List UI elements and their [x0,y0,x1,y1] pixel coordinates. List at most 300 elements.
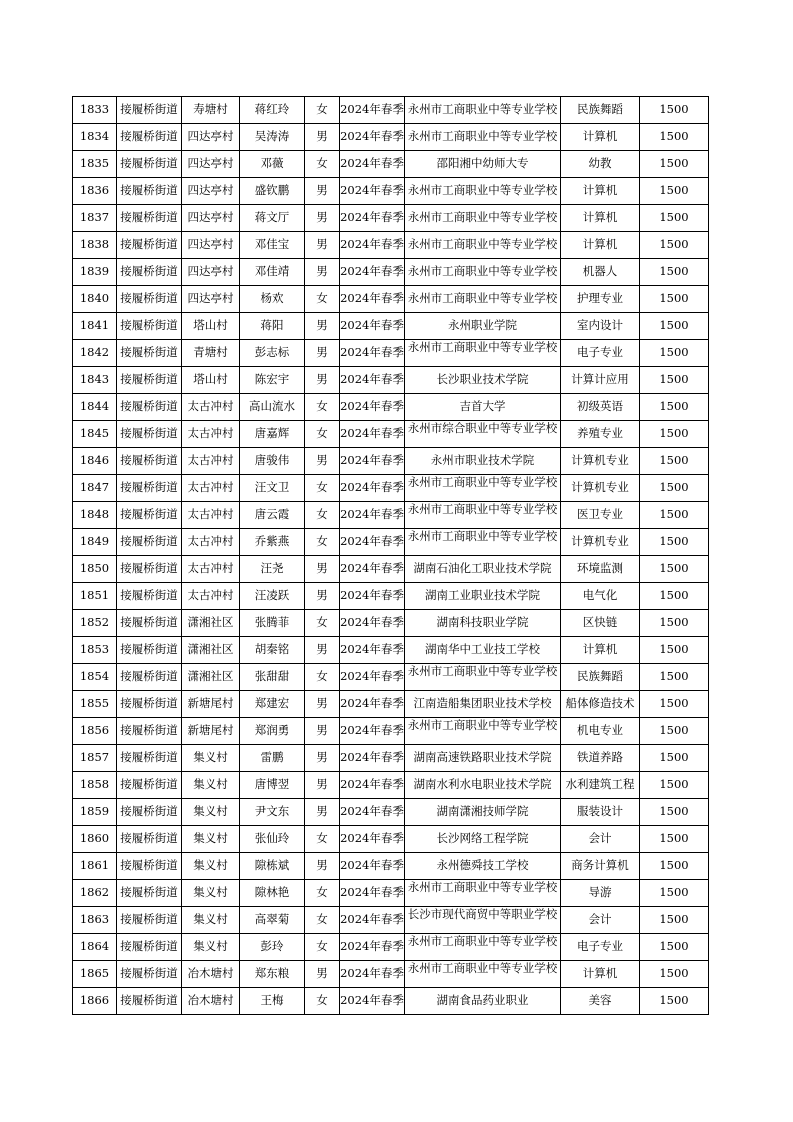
row-number-cell: 1852 [73,610,117,637]
table-row [73,502,709,529]
school-cell: 永州市工商职业中等专业学校 [405,340,561,367]
school-cell: 湖南高速铁路职业技术学院 [405,745,561,772]
table-row [73,232,709,259]
school-cell: 湖南工业职业技术学院 [405,583,561,610]
street-cell: 接履桥街道 [117,394,182,421]
gender-cell: 男 [305,637,340,664]
gender-cell: 男 [305,691,340,718]
village-cell: 冶木塘村 [182,988,240,1015]
amount-cell: 1500 [640,826,709,853]
street-cell: 接履桥街道 [117,988,182,1015]
table-row [73,988,709,1015]
school-cell: 永州市工商职业中等专业学校 [405,205,561,232]
street-cell: 接履桥街道 [117,610,182,637]
major-cell: 服装设计 [561,799,640,826]
row-number-cell: 1853 [73,637,117,664]
amount-cell: 1500 [640,691,709,718]
major-cell: 民族舞蹈 [561,664,640,691]
amount-cell: 1500 [640,637,709,664]
gender-cell: 男 [305,448,340,475]
street-cell: 接履桥街道 [117,259,182,286]
village-cell: 四达亭村 [182,205,240,232]
row-number-cell: 1862 [73,880,117,907]
table-row [73,205,709,232]
major-cell: 护理专业 [561,286,640,313]
name-cell: 张甜甜 [240,664,305,691]
major-cell: 计算计应用 [561,367,640,394]
gender-cell: 男 [305,340,340,367]
street-cell: 接履桥街道 [117,502,182,529]
amount-cell: 1500 [640,205,709,232]
school-cell: 永州市工商职业中等专业学校 [405,664,561,691]
village-cell: 塔山村 [182,367,240,394]
row-number-cell: 1854 [73,664,117,691]
major-cell: 会计 [561,826,640,853]
major-cell: 计算机 [561,232,640,259]
street-cell: 接履桥街道 [117,664,182,691]
term-cell: 2024年春季 [340,772,405,799]
school-cell: 永州市工商职业中等专业学校 [405,259,561,286]
school-cell: 永州市综合职业中等专业学校 [405,421,561,448]
gender-cell: 女 [305,664,340,691]
amount-cell: 1500 [640,151,709,178]
table-row [73,583,709,610]
table-row [73,880,709,907]
name-cell: 高翠菊 [240,907,305,934]
term-cell: 2024年春季 [340,313,405,340]
amount-cell: 1500 [640,907,709,934]
table-row [73,124,709,151]
gender-cell: 男 [305,367,340,394]
street-cell: 接履桥街道 [117,97,182,124]
name-cell: 雷鹏 [240,745,305,772]
term-cell: 2024年春季 [340,367,405,394]
village-cell: 太古冲村 [182,394,240,421]
term-cell: 2024年春季 [340,340,405,367]
major-cell: 计算机专业 [561,475,640,502]
street-cell: 接履桥街道 [117,691,182,718]
gender-cell: 女 [305,286,340,313]
table-row [73,448,709,475]
village-cell: 集义村 [182,880,240,907]
major-cell: 医卫专业 [561,502,640,529]
table-row [73,745,709,772]
street-cell: 接履桥街道 [117,637,182,664]
row-number-cell: 1843 [73,367,117,394]
row-number-cell: 1865 [73,961,117,988]
name-cell: 郑润勇 [240,718,305,745]
amount-cell: 1500 [640,97,709,124]
term-cell: 2024年春季 [340,961,405,988]
term-cell: 2024年春季 [340,205,405,232]
amount-cell: 1500 [640,340,709,367]
gender-cell: 女 [305,502,340,529]
school-cell: 湖南食品药业职业 [405,988,561,1015]
table-row [73,610,709,637]
village-cell: 新塘尾村 [182,718,240,745]
name-cell: 胡秦铭 [240,637,305,664]
gender-cell: 女 [305,880,340,907]
name-cell: 杨欢 [240,286,305,313]
gender-cell: 女 [305,151,340,178]
row-number-cell: 1837 [73,205,117,232]
term-cell: 2024年春季 [340,745,405,772]
table-row [73,718,709,745]
amount-cell: 1500 [640,556,709,583]
term-cell: 2024年春季 [340,448,405,475]
name-cell: 隙林艳 [240,880,305,907]
school-cell: 永州市工商职业中等专业学校 [405,286,561,313]
amount-cell: 1500 [640,502,709,529]
name-cell: 邓薇 [240,151,305,178]
amount-cell: 1500 [640,124,709,151]
name-cell: 邓佳宝 [240,232,305,259]
school-cell: 永州市职业技术学院 [405,448,561,475]
amount-cell: 1500 [640,718,709,745]
school-cell: 江南造船集团职业技术学校 [405,691,561,718]
table-row [73,259,709,286]
gender-cell: 男 [305,313,340,340]
term-cell: 2024年春季 [340,664,405,691]
school-cell: 永州市工商职业中等专业学校 [405,475,561,502]
term-cell: 2024年春季 [340,394,405,421]
street-cell: 接履桥街道 [117,961,182,988]
amount-cell: 1500 [640,448,709,475]
gender-cell: 男 [305,772,340,799]
village-cell: 寿塘村 [182,97,240,124]
village-cell: 太古冲村 [182,556,240,583]
school-cell: 永州市工商职业中等专业学校 [405,880,561,907]
major-cell: 养殖专业 [561,421,640,448]
name-cell: 彭志标 [240,340,305,367]
term-cell: 2024年春季 [340,529,405,556]
table-row [73,691,709,718]
village-cell: 太古冲村 [182,475,240,502]
row-number-cell: 1842 [73,340,117,367]
name-cell: 盛钦鹏 [240,178,305,205]
major-cell: 初级英语 [561,394,640,421]
name-cell: 邓佳靖 [240,259,305,286]
amount-cell: 1500 [640,178,709,205]
major-cell: 区快链 [561,610,640,637]
name-cell: 隙栋斌 [240,853,305,880]
table-row [73,907,709,934]
gender-cell: 女 [305,610,340,637]
amount-cell: 1500 [640,394,709,421]
table-body [73,97,709,1015]
street-cell: 接履桥街道 [117,232,182,259]
village-cell: 四达亭村 [182,151,240,178]
table-row [73,97,709,124]
amount-cell: 1500 [640,988,709,1015]
major-cell: 幼教 [561,151,640,178]
amount-cell: 1500 [640,799,709,826]
term-cell: 2024年春季 [340,853,405,880]
term-cell: 2024年春季 [340,178,405,205]
street-cell: 接履桥街道 [117,124,182,151]
gender-cell: 男 [305,799,340,826]
major-cell: 计算机 [561,961,640,988]
village-cell: 新塘尾村 [182,691,240,718]
school-cell: 长沙网络工程学院 [405,826,561,853]
row-number-cell: 1860 [73,826,117,853]
gender-cell: 男 [305,124,340,151]
row-number-cell: 1846 [73,448,117,475]
gender-cell: 女 [305,934,340,961]
gender-cell: 男 [305,853,340,880]
village-cell: 潇湘社区 [182,610,240,637]
school-cell: 永州市工商职业中等专业学校 [405,178,561,205]
village-cell: 太古冲村 [182,583,240,610]
gender-cell: 女 [305,907,340,934]
street-cell: 接履桥街道 [117,799,182,826]
table-row [73,286,709,313]
term-cell: 2024年春季 [340,988,405,1015]
name-cell: 汪尧 [240,556,305,583]
major-cell: 计算机 [561,178,640,205]
street-cell: 接履桥街道 [117,367,182,394]
major-cell: 室内设计 [561,313,640,340]
school-cell: 吉首大学 [405,394,561,421]
major-cell: 机电专业 [561,718,640,745]
table-row [73,772,709,799]
term-cell: 2024年春季 [340,97,405,124]
table-row [73,934,709,961]
row-number-cell: 1850 [73,556,117,583]
village-cell: 塔山村 [182,313,240,340]
gender-cell: 男 [305,583,340,610]
village-cell: 四达亭村 [182,232,240,259]
row-number-cell: 1841 [73,313,117,340]
table-row [73,340,709,367]
table-row [73,799,709,826]
term-cell: 2024年春季 [340,907,405,934]
street-cell: 接履桥街道 [117,313,182,340]
school-cell: 湖南石油化工职业技术学院 [405,556,561,583]
table-row [73,637,709,664]
name-cell: 蒋文厅 [240,205,305,232]
row-number-cell: 1849 [73,529,117,556]
major-cell: 计算机 [561,124,640,151]
row-number-cell: 1861 [73,853,117,880]
school-cell: 永州市工商职业中等专业学校 [405,718,561,745]
name-cell: 蒋红玲 [240,97,305,124]
name-cell: 唐博翌 [240,772,305,799]
term-cell: 2024年春季 [340,718,405,745]
village-cell: 四达亭村 [182,286,240,313]
row-number-cell: 1848 [73,502,117,529]
school-cell: 湖南潇湘技师学院 [405,799,561,826]
major-cell: 民族舞蹈 [561,97,640,124]
village-cell: 集义村 [182,907,240,934]
name-cell: 唐云霞 [240,502,305,529]
term-cell: 2024年春季 [340,637,405,664]
street-cell: 接履桥街道 [117,745,182,772]
subsidy-table [72,96,709,1015]
table-row [73,151,709,178]
major-cell: 会计 [561,907,640,934]
street-cell: 接履桥街道 [117,448,182,475]
village-cell: 四达亭村 [182,259,240,286]
school-cell: 永州市工商职业中等专业学校 [405,961,561,988]
gender-cell: 男 [305,205,340,232]
major-cell: 水利建筑工程 [561,772,640,799]
name-cell: 张腾菲 [240,610,305,637]
amount-cell: 1500 [640,772,709,799]
name-cell: 王梅 [240,988,305,1015]
street-cell: 接履桥街道 [117,772,182,799]
gender-cell: 男 [305,556,340,583]
street-cell: 接履桥街道 [117,475,182,502]
village-cell: 潇湘社区 [182,664,240,691]
street-cell: 接履桥街道 [117,340,182,367]
row-number-cell: 1838 [73,232,117,259]
table-row [73,367,709,394]
school-cell: 永州市工商职业中等专业学校 [405,97,561,124]
amount-cell: 1500 [640,961,709,988]
term-cell: 2024年春季 [340,286,405,313]
major-cell: 计算机专业 [561,448,640,475]
row-number-cell: 1864 [73,934,117,961]
row-number-cell: 1834 [73,124,117,151]
term-cell: 2024年春季 [340,475,405,502]
name-cell: 蒋阳 [240,313,305,340]
term-cell: 2024年春季 [340,124,405,151]
table-row [73,556,709,583]
gender-cell: 男 [305,961,340,988]
table-row [73,475,709,502]
village-cell: 四达亭村 [182,124,240,151]
street-cell: 接履桥街道 [117,718,182,745]
row-number-cell: 1858 [73,772,117,799]
amount-cell: 1500 [640,853,709,880]
term-cell: 2024年春季 [340,610,405,637]
street-cell: 接履桥街道 [117,826,182,853]
village-cell: 四达亭村 [182,178,240,205]
street-cell: 接履桥街道 [117,178,182,205]
school-cell: 永州德舜技工学校 [405,853,561,880]
table-row [73,421,709,448]
name-cell: 郑建宏 [240,691,305,718]
gender-cell: 男 [305,178,340,205]
gender-cell: 女 [305,394,340,421]
street-cell: 接履桥街道 [117,529,182,556]
major-cell: 铁道养路 [561,745,640,772]
school-cell: 长沙职业技术学院 [405,367,561,394]
term-cell: 2024年春季 [340,502,405,529]
row-number-cell: 1863 [73,907,117,934]
village-cell: 青塘村 [182,340,240,367]
village-cell: 集义村 [182,799,240,826]
major-cell: 计算机专业 [561,529,640,556]
table-row [73,664,709,691]
amount-cell: 1500 [640,421,709,448]
village-cell: 太古冲村 [182,421,240,448]
name-cell: 唐骏伟 [240,448,305,475]
gender-cell: 女 [305,475,340,502]
amount-cell: 1500 [640,583,709,610]
row-number-cell: 1855 [73,691,117,718]
village-cell: 太古冲村 [182,529,240,556]
street-cell: 接履桥街道 [117,583,182,610]
amount-cell: 1500 [640,286,709,313]
school-cell: 长沙市现代商贸中等职业学校 [405,907,561,934]
table-row [73,826,709,853]
amount-cell: 1500 [640,745,709,772]
school-cell: 永州市工商职业中等专业学校 [405,502,561,529]
gender-cell: 男 [305,259,340,286]
term-cell: 2024年春季 [340,421,405,448]
major-cell: 电子专业 [561,934,640,961]
village-cell: 太古冲村 [182,448,240,475]
major-cell: 商务计算机 [561,853,640,880]
amount-cell: 1500 [640,880,709,907]
amount-cell: 1500 [640,475,709,502]
major-cell: 电气化 [561,583,640,610]
row-number-cell: 1845 [73,421,117,448]
school-cell: 湖南水利水电职业技术学院 [405,772,561,799]
table-row [73,853,709,880]
school-cell: 邵阳湘中幼师大专 [405,151,561,178]
name-cell: 汪凌跃 [240,583,305,610]
gender-cell: 男 [305,718,340,745]
name-cell: 唐嘉辉 [240,421,305,448]
table-row [73,313,709,340]
term-cell: 2024年春季 [340,880,405,907]
name-cell: 汪文卫 [240,475,305,502]
gender-cell: 女 [305,988,340,1015]
row-number-cell: 1833 [73,97,117,124]
name-cell: 尹文东 [240,799,305,826]
table-row [73,178,709,205]
street-cell: 接履桥街道 [117,934,182,961]
gender-cell: 女 [305,529,340,556]
row-number-cell: 1851 [73,583,117,610]
amount-cell: 1500 [640,934,709,961]
street-cell: 接履桥街道 [117,907,182,934]
village-cell: 集义村 [182,853,240,880]
row-number-cell: 1839 [73,259,117,286]
term-cell: 2024年春季 [340,691,405,718]
table-row [73,394,709,421]
term-cell: 2024年春季 [340,826,405,853]
row-number-cell: 1844 [73,394,117,421]
term-cell: 2024年春季 [340,556,405,583]
village-cell: 潇湘社区 [182,637,240,664]
amount-cell: 1500 [640,313,709,340]
row-number-cell: 1859 [73,799,117,826]
major-cell: 机器人 [561,259,640,286]
street-cell: 接履桥街道 [117,151,182,178]
name-cell: 彭玲 [240,934,305,961]
gender-cell: 男 [305,745,340,772]
street-cell: 接履桥街道 [117,853,182,880]
row-number-cell: 1847 [73,475,117,502]
row-number-cell: 1857 [73,745,117,772]
major-cell: 电子专业 [561,340,640,367]
major-cell: 导游 [561,880,640,907]
street-cell: 接履桥街道 [117,556,182,583]
gender-cell: 女 [305,97,340,124]
row-number-cell: 1866 [73,988,117,1015]
amount-cell: 1500 [640,610,709,637]
name-cell: 吴涛涛 [240,124,305,151]
village-cell: 集义村 [182,772,240,799]
row-number-cell: 1836 [73,178,117,205]
school-cell: 永州市工商职业中等专业学校 [405,529,561,556]
street-cell: 接履桥街道 [117,421,182,448]
amount-cell: 1500 [640,529,709,556]
